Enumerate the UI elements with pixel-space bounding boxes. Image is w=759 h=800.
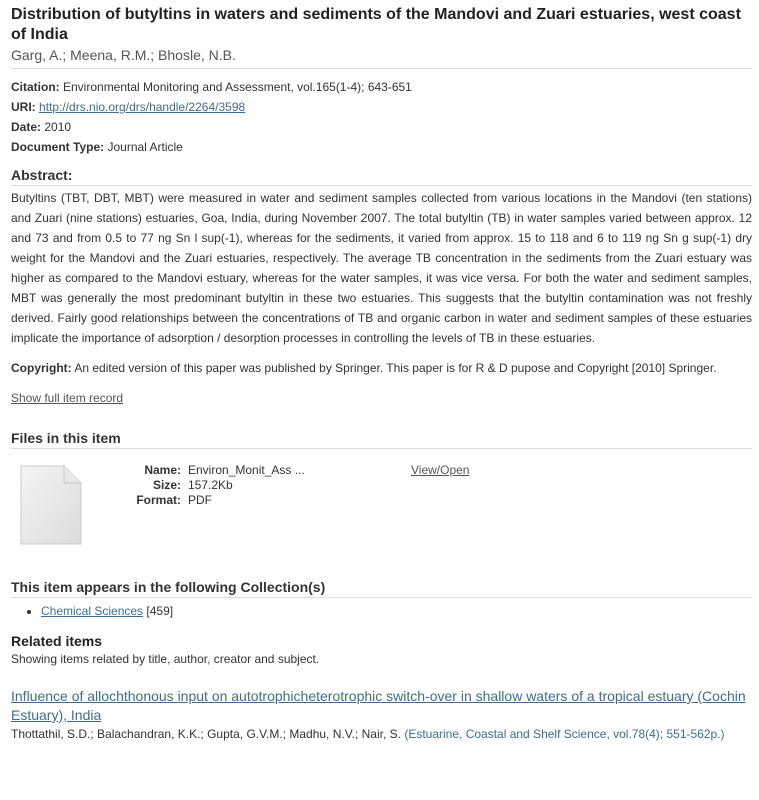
copyright-text: An edited version of this paper was published by Springer. This paper is for R & D pupose and Copyright [2010] Springer. [74, 361, 717, 375]
document-thumbnail-icon [20, 465, 82, 545]
date-value: 2010 [44, 120, 72, 134]
file-name-row [111, 463, 305, 478]
collection-count: [459] [146, 604, 174, 618]
related-item [11, 687, 752, 744]
doctype-row [11, 137, 752, 157]
item-authors: Garg, A.; Meena, R.M.; Bhosle, N.B. [11, 46, 752, 69]
file-icon[interactable] [20, 465, 82, 545]
item-metadata [11, 77, 752, 157]
collection-item [41, 602, 752, 620]
related-item-authors: Thottathil, S.D.; Balachandran, K.K.; Gupta, G.V.M.; Madhu, N.V.; Nair, S. [11, 727, 401, 741]
file-format-row [111, 493, 305, 508]
collections-list [11, 602, 752, 620]
copyright-label: Copyright: [11, 361, 72, 375]
date-row [11, 117, 752, 137]
related-heading: Related items [11, 633, 103, 649]
item-title: Distribution of butyltins in waters and sediments of the Mandovi and Zuari estuaries, west coast of India [11, 6, 741, 43]
file-size-row [111, 478, 305, 493]
citation-label: Citation: [11, 80, 60, 94]
doctype-label: Document Type: [11, 140, 105, 154]
uri-row [11, 97, 752, 117]
file-metadata [111, 463, 305, 508]
show-full-record-link[interactable]: Show full item record [11, 391, 124, 405]
related-item-title-link[interactable]: Influence of allochthonous input on autotrophicheterotrophic switch-over in shallow waters of a tropical estuary (Cochin Estuary), India [11, 688, 746, 723]
file-size-label: Size: [152, 478, 181, 492]
file-format-label: Format: [136, 493, 181, 507]
file-size-value: 157.2Kb [188, 478, 233, 492]
uri-link[interactable]: http://drs.nio.org/drs/handle/2264/3598 [39, 100, 246, 114]
citation-value: Environmental Monitoring and Assessment, vol.165(1-4); 643-651 [63, 80, 412, 94]
doctype-value: Journal Article [107, 140, 183, 154]
abstract-text: Butyltins (TBT, DBT, MBT) were measured in water and sediment samples collected from various locations in the Mandovi (ten stations) and Zuari (nine stations) estuaries, Goa, India, during November 2007. The total butyltin (TB) in water samples varied between approx. 12 and 73 and from 0.5 to 77 ng Sn l sup(-1), whereas for the sediments, it varied from approx. 15 to 118 and 6 to 119 ng Sn g sup(-1) dry weight for the Mandovi and the Zuari estuaries, respectively. The average TB concentration in the sediments from the Zuari estuary was higher as compared to the Mandovi estuary, whereas for the water samples, it was vice versa. For both the water and sediment samples, MBT was generally the most predominant butyltin in these two estuaries. This suggests that the butyltin contamination was not freshly derived. Fairly good relationships between the concentrations of TB and organic carbon in water and sediment samples of these estuaries implicate the importance of adsorption / desorption processes in controlling the levels of TB in these estuaries. [11, 191, 752, 345]
file-entry [11, 459, 752, 559]
citation-row [11, 77, 752, 97]
files-heading: Files in this item [11, 428, 752, 449]
related-subheading: Showing items related by title, author, creator and subject. [11, 652, 320, 666]
file-name-label: Name: [144, 463, 181, 477]
related-item-meta [11, 725, 752, 744]
collections-heading: This item appears in the following Collection(s) [11, 577, 752, 598]
file-name-value: Environ_Monit_Ass ... [188, 463, 305, 477]
uri-label: URI: [11, 100, 36, 114]
date-label: Date: [11, 120, 42, 134]
abstract-heading: Abstract: [11, 165, 752, 186]
collection-link[interactable]: Chemical Sciences [41, 604, 144, 618]
related-item-source: (Estuarine, Coastal and Shelf Science, vol.78(4); 551-562p.) [404, 727, 725, 741]
file-format-value: PDF [188, 493, 212, 507]
copyright [11, 358, 752, 378]
view-open-link[interactable]: View/Open [411, 463, 470, 477]
